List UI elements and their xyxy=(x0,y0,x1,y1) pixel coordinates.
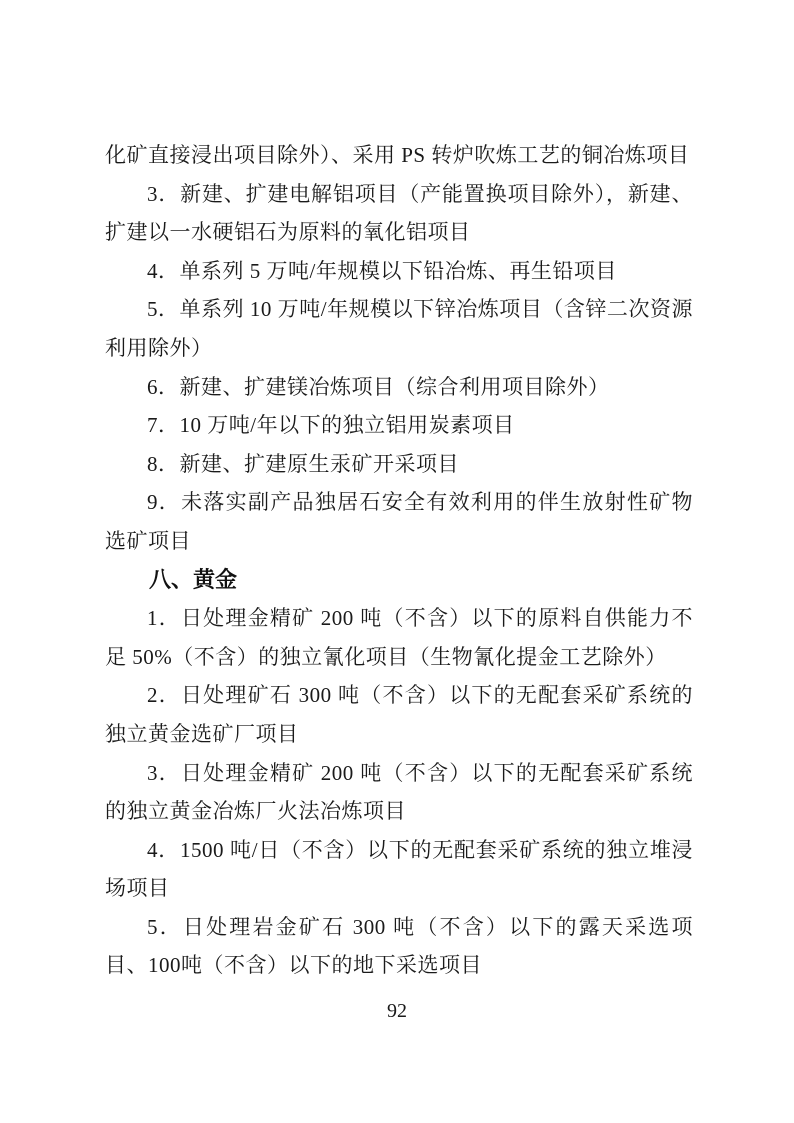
body-paragraph: 1．日处理金精矿 200 吨（不含）以下的原料自供能力不足 50%（不含）的独立氰化项目（生物氰化提金工艺除外） xyxy=(105,606,693,669)
body-paragraph: 5．日处理岩金矿石 300 吨（不含）以下的露天采选项目、100吨（不含）以下的地下采选项目 xyxy=(105,914,693,978)
body-paragraph: 化矿直接浸出项目除外）、采用 PS 转炉吹炼工艺的铜冶炼项目 xyxy=(105,143,690,167)
body-paragraph: 6．新建、扩建镁冶炼项目（综合利用项目除外） xyxy=(147,374,610,399)
body-paragraph: 5．单系列 10 万吨/年规模以下锌冶炼项目（含锌二次资源利用除外） xyxy=(105,297,693,360)
body-paragraph: 4．单系列 5 万吨/年规模以下铅冶炼、再生铅项目 xyxy=(147,258,617,283)
body-paragraph: 8．新建、扩建原生汞矿开采项目 xyxy=(147,451,459,476)
section-heading: 八、黄金 xyxy=(149,566,238,592)
body-paragraph: 2．日处理矿石 300 吨（不含）以下的无配套采矿系统的独立黄金选矿厂项目 xyxy=(105,683,693,746)
document-body xyxy=(105,136,693,985)
body-paragraph: 4．1500 吨/日（不含）以下的无配套采矿系统的独立堆浸场项目 xyxy=(105,837,693,901)
body-paragraph: 3．日处理金精矿 200 吨（不含）以下的无配套采矿系统的独立黄金冶炼厂火法冶炼项目 xyxy=(105,760,693,824)
body-paragraph: 3．新建、扩建电解铝项目（产能置换项目除外），新建、扩建以一水硬铝石为原料的氧化铝项目 xyxy=(105,181,693,245)
body-paragraph: 9．未落实副产品独居石安全有效利用的伴生放射性矿物选矿项目 xyxy=(105,490,693,553)
page-number: 92 xyxy=(387,1000,407,1022)
body-paragraph: 7．10 万吨/年以下的独立铝用炭素项目 xyxy=(147,413,515,438)
